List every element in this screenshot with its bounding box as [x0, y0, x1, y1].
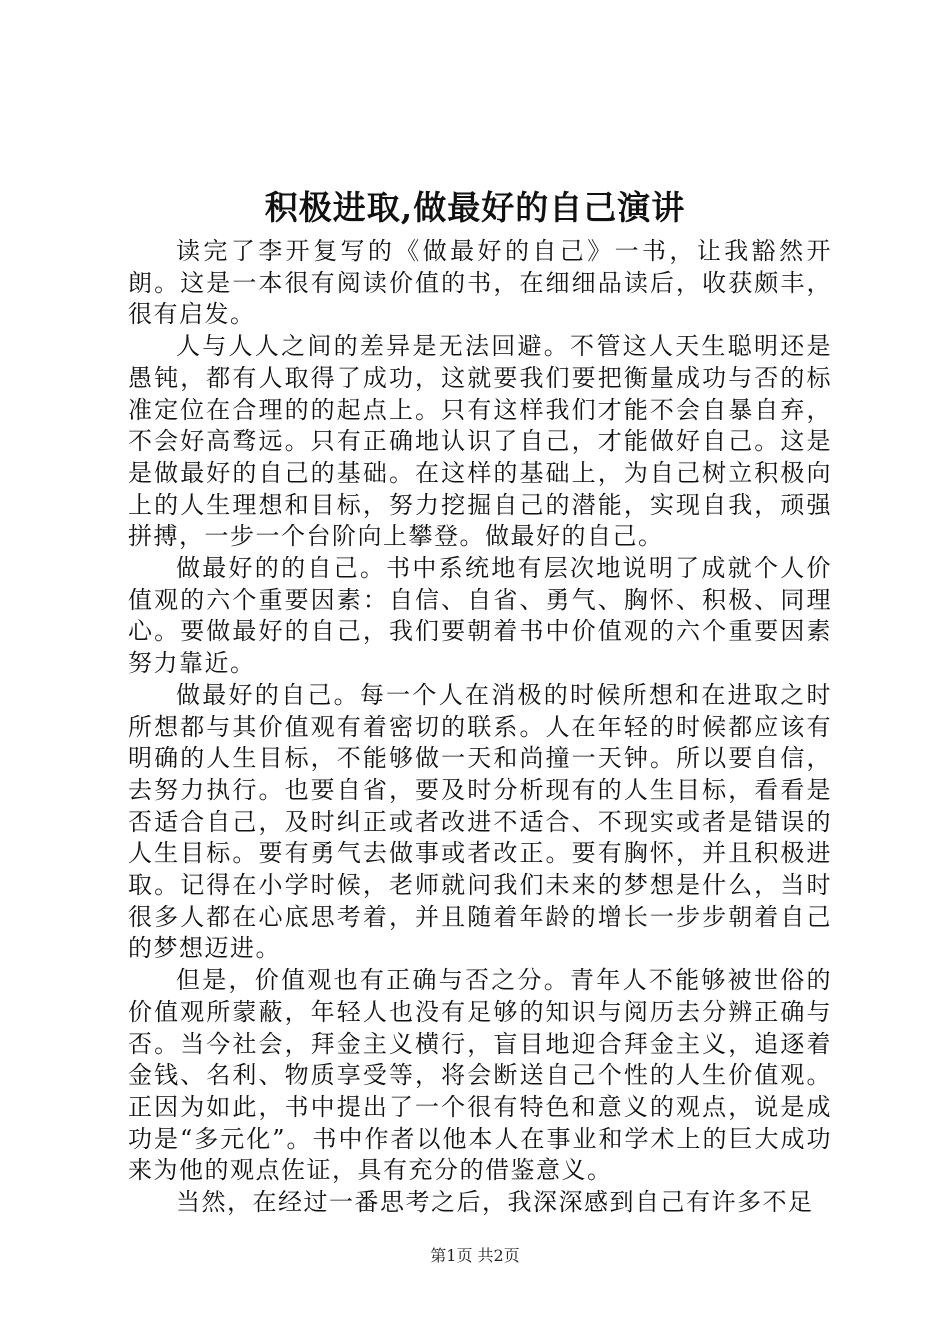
paragraph: 人与人人之间的差异是无法回避。不管这人天生聪明还是愚钝，都有人取得了成功，这就要我们要把衡量成功与否的标准定位在合理的的起点上。只有这样我们才能不会自暴自弃，不会好高骛远。只有正确地认识了自己，才能做好自己。这是是做最好的自己的基础。在这样的基础上，为自己树立积极向上的人生理想和目标，努力挖掘自己的潜能，实现自我，顽强拼搏，一步一个台阶向上攀登。做最好的自己。	[128, 332, 832, 551]
paragraph: 当然，在经过一番思考之后，我深深感到自己有许多不足	[176, 1188, 814, 1217]
document-title: 积极进取,做最好的自己演讲	[264, 188, 686, 227]
document-body	[128, 236, 832, 1219]
page-footer: 第1页 共2页	[430, 1246, 520, 1265]
paragraph: 做最好的的自己。书中系统地有层次地说明了成就个人价值观的六个重要因素：自信、自省、勇气、胸怀、积极、同理心。要做最好的自己，我们要朝着书中价值观的六个重要因素努力靠近。	[128, 554, 832, 678]
paragraph: 但是，价值观也有正确与否之分。青年人不能够被世俗的价值观所蒙蔽，年轻人也没有足够的知识与阅历去分辨正确与否。当今社会，拜金主义横行，盲目地迎合拜金主义，追逐着金钱、名利、物质享受等，将会断送自己个性的人生价值观。正因为如此，书中提出了一个很有特色和意义的观点，说是成功是“多元化”。书中作者以他本人在事业和学术上的巨大成功来为他的观点佐证，具有充分的借鉴意义。	[128, 966, 832, 1185]
paragraph: 读完了李开复写的《做最好的自己》一书，让我豁然开朗。这是一本很有阅读价值的书，在细细品读后，收获颇丰，很有启发。	[128, 237, 832, 329]
paragraph: 做最好的自己。每一个人在消极的时候所想和在进取之时所想都与其价值观有着密切的联系。人在年轻的时候都应该有明确的人生目标，不能够做一天和尚撞一天钟。所以要自信，去努力执行。也要自省，要及时分析现有的人生目标，看看是否适合自己，及时纠正或者改进不适合、不现实或者是错误的人生目标。要有勇气去做事或者改正。要有胸怀，并且积极进取。记得在小学时候，老师就问我们未来的梦想是什么，当时很多人都在心底思考着，并且随着年龄的增长一步步朝着自己的梦想迈进。	[128, 680, 832, 963]
